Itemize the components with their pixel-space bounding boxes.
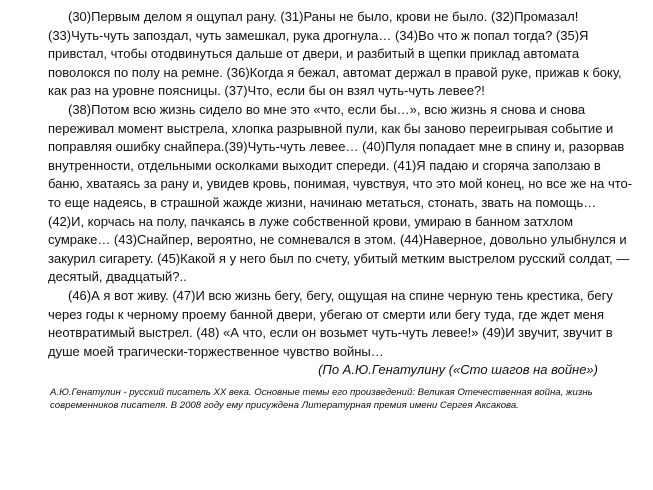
document-body (48, 8, 634, 380)
author-footnote: А.Ю.Генатулин - русский писатель XX века. Основные темы его произведений: Великая Отечественная война, жизнь современников писателя. В 2008 году ему присуждена Литературная премия имени Сергея Аксакова. (50, 387, 593, 412)
paragraph-2: (38)Потом всю жизнь сидело во мне это «что, если бы…», всю жизнь я снова и снова переживал момент выстрела, хлопка разрывной пули, как бы заново переигрывая событие и поправляя ошибку снайпера.(39)Чуть-чуть левее… (40)Пуля попадает мне в спину и, разорвав внутренности, отдельными осколками выходит спереди. (41)Я падаю и сгоряча заползаю в баню, хватаясь за рану и, увидев кровь, понимая, чувствуя, что это мой конец, но все же на что-то еще надеясь, в страшной жажде жизни, начинаю метаться, стонать, звать на помощь… (42)И, корчась на полу, пачкаясь в луже собственной крови, умираю в банном затхлом сумраке… (43)Снайпер, вероятно, не сомневался в этом. (44)Наверное, довольно улыбнулся и закурил сигарету. (45)Какой я у него был по счету, убитый метким выстрелом русский солдат, — десятый, двадцатый?.. (48, 101, 633, 285)
source-attribution: (По А.Ю.Генатулину («Сто шагов на войне») (318, 362, 598, 378)
paragraph-3: (46)А я вот живу. (47)И всю жизнь бегу, бегу, ощущая на спине черную тень крестика, бегу через годы к черному проему банной двери, убегаю от смерти или бегу туда, где ждет меня неотвратимый выстрел. (48) «А что, если он возьмет чуть-чуть левее!» (49)И звучит, звучит в душе моей трагически-торжественное чувство войны… (48, 287, 613, 359)
paragraph-1: (30)Первым делом я ощупал рану. (31)Раны не было, крови не было. (32)Промазал! (33)Чуть-чуть запоздал, чуть замешкал, рука дрогнула… (34)Во что ж попал тогда? (35)Я привстал, чтобы отодвинуться дальше от двери, и разбитый в щепки приклад автомата поволокся по полу на ремне. (36)Когда я бежал, автомат держал в правой руке, прижав к боку, как раз на уровне поясницы. (37)Что, если бы он взял чуть-чуть левее?! (48, 9, 622, 99)
